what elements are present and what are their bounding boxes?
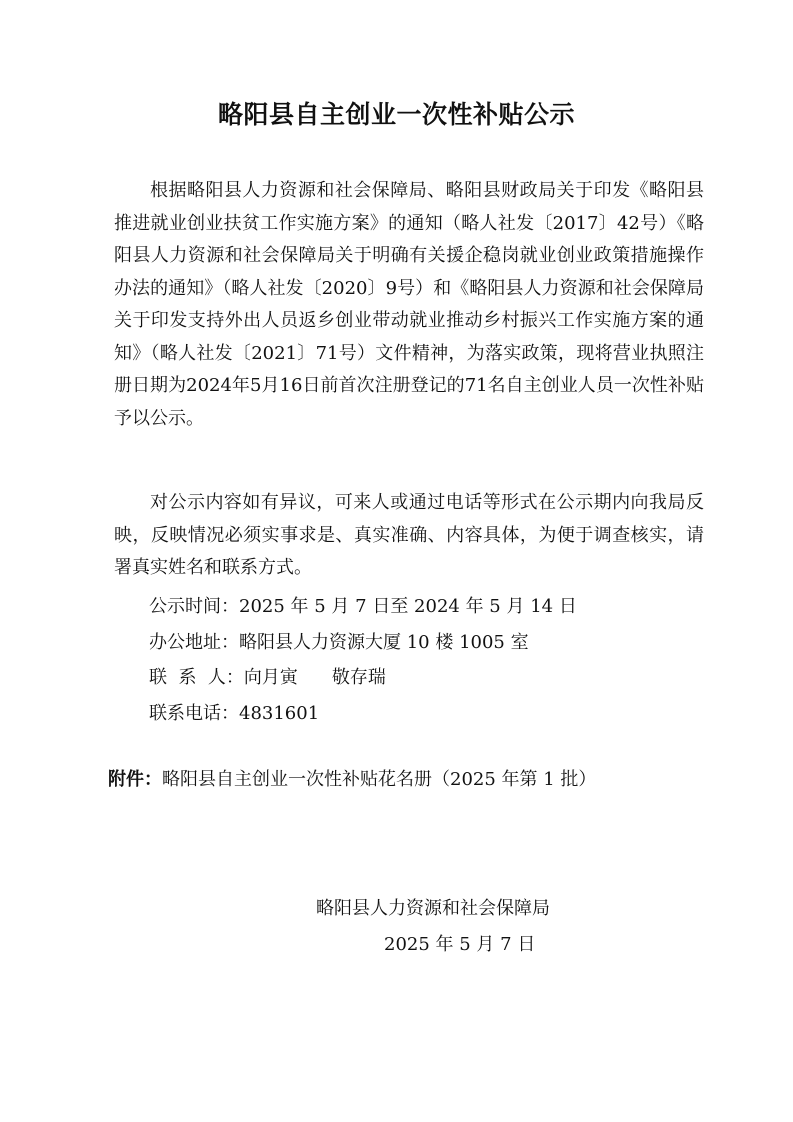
attachment-value: 略阳县自主创业一次性补贴花名册（2025 年第 1 批） [162,769,597,790]
office-address-value: 略阳县人力资源大厦 10 楼 1005 室 [239,632,529,653]
signature-organization: 略阳县人力资源和社会保障局 [316,898,550,919]
page-title: 略阳县自主创业一次性补贴公示 [217,100,575,129]
publicity-time-line [149,591,577,623]
contact-person-2: 敬存瑞 [331,667,386,688]
office-address-label: 办公地址： [149,632,239,653]
publicity-time-label: 公示时间： [149,596,239,617]
attachment-line [108,764,596,796]
attachment-label: 附件： [108,769,162,790]
signature-date: 2025 年 5 月 7 日 [384,934,536,955]
contact-phone-line [149,698,319,730]
contact-phone-value: 4831601 [239,703,320,724]
publicity-time-value: 2025 年 5 月 7 日至 2024 年 5 月 14 日 [239,596,577,617]
office-address-line [149,627,529,659]
body-paragraph-1: 根据略阳县人力资源和社会保障局、略阳县财政局关于印发《略阳县推进就业创业扶贫工作实施方案》的通知（略人社发〔2017〕42号）《略阳县人力资源和社会保障局关于明确有关援企稳岗就业创业政策措施操作办法的通知》（略人社发〔2020〕9号）和《略阳县人力资源和社会保障局关于印发支持外出人员返乡创业带动就业推动乡村振兴工作实施方案的通知》（略人社发〔2021〕71号）文件精神，为落实政策，现将营业执照注册日期为2024年5月16日前首次注册登记的71名自主创业人员一次性补贴予以公示。 [114,180,704,429]
contact-person-1: 向月寅 [243,667,298,688]
contact-person-line [149,662,386,694]
contact-phone-label: 联系电话： [149,703,239,724]
body-paragraph-2: 对公示内容如有异议，可来人或通过电话等形式在公示期内向我局反映，反映情况必须实事求是、真实准确、内容具体，为便于调查核实，请署真实姓名和联系方式。 [114,492,704,578]
contact-person-label: 联 系 人： [149,667,244,688]
